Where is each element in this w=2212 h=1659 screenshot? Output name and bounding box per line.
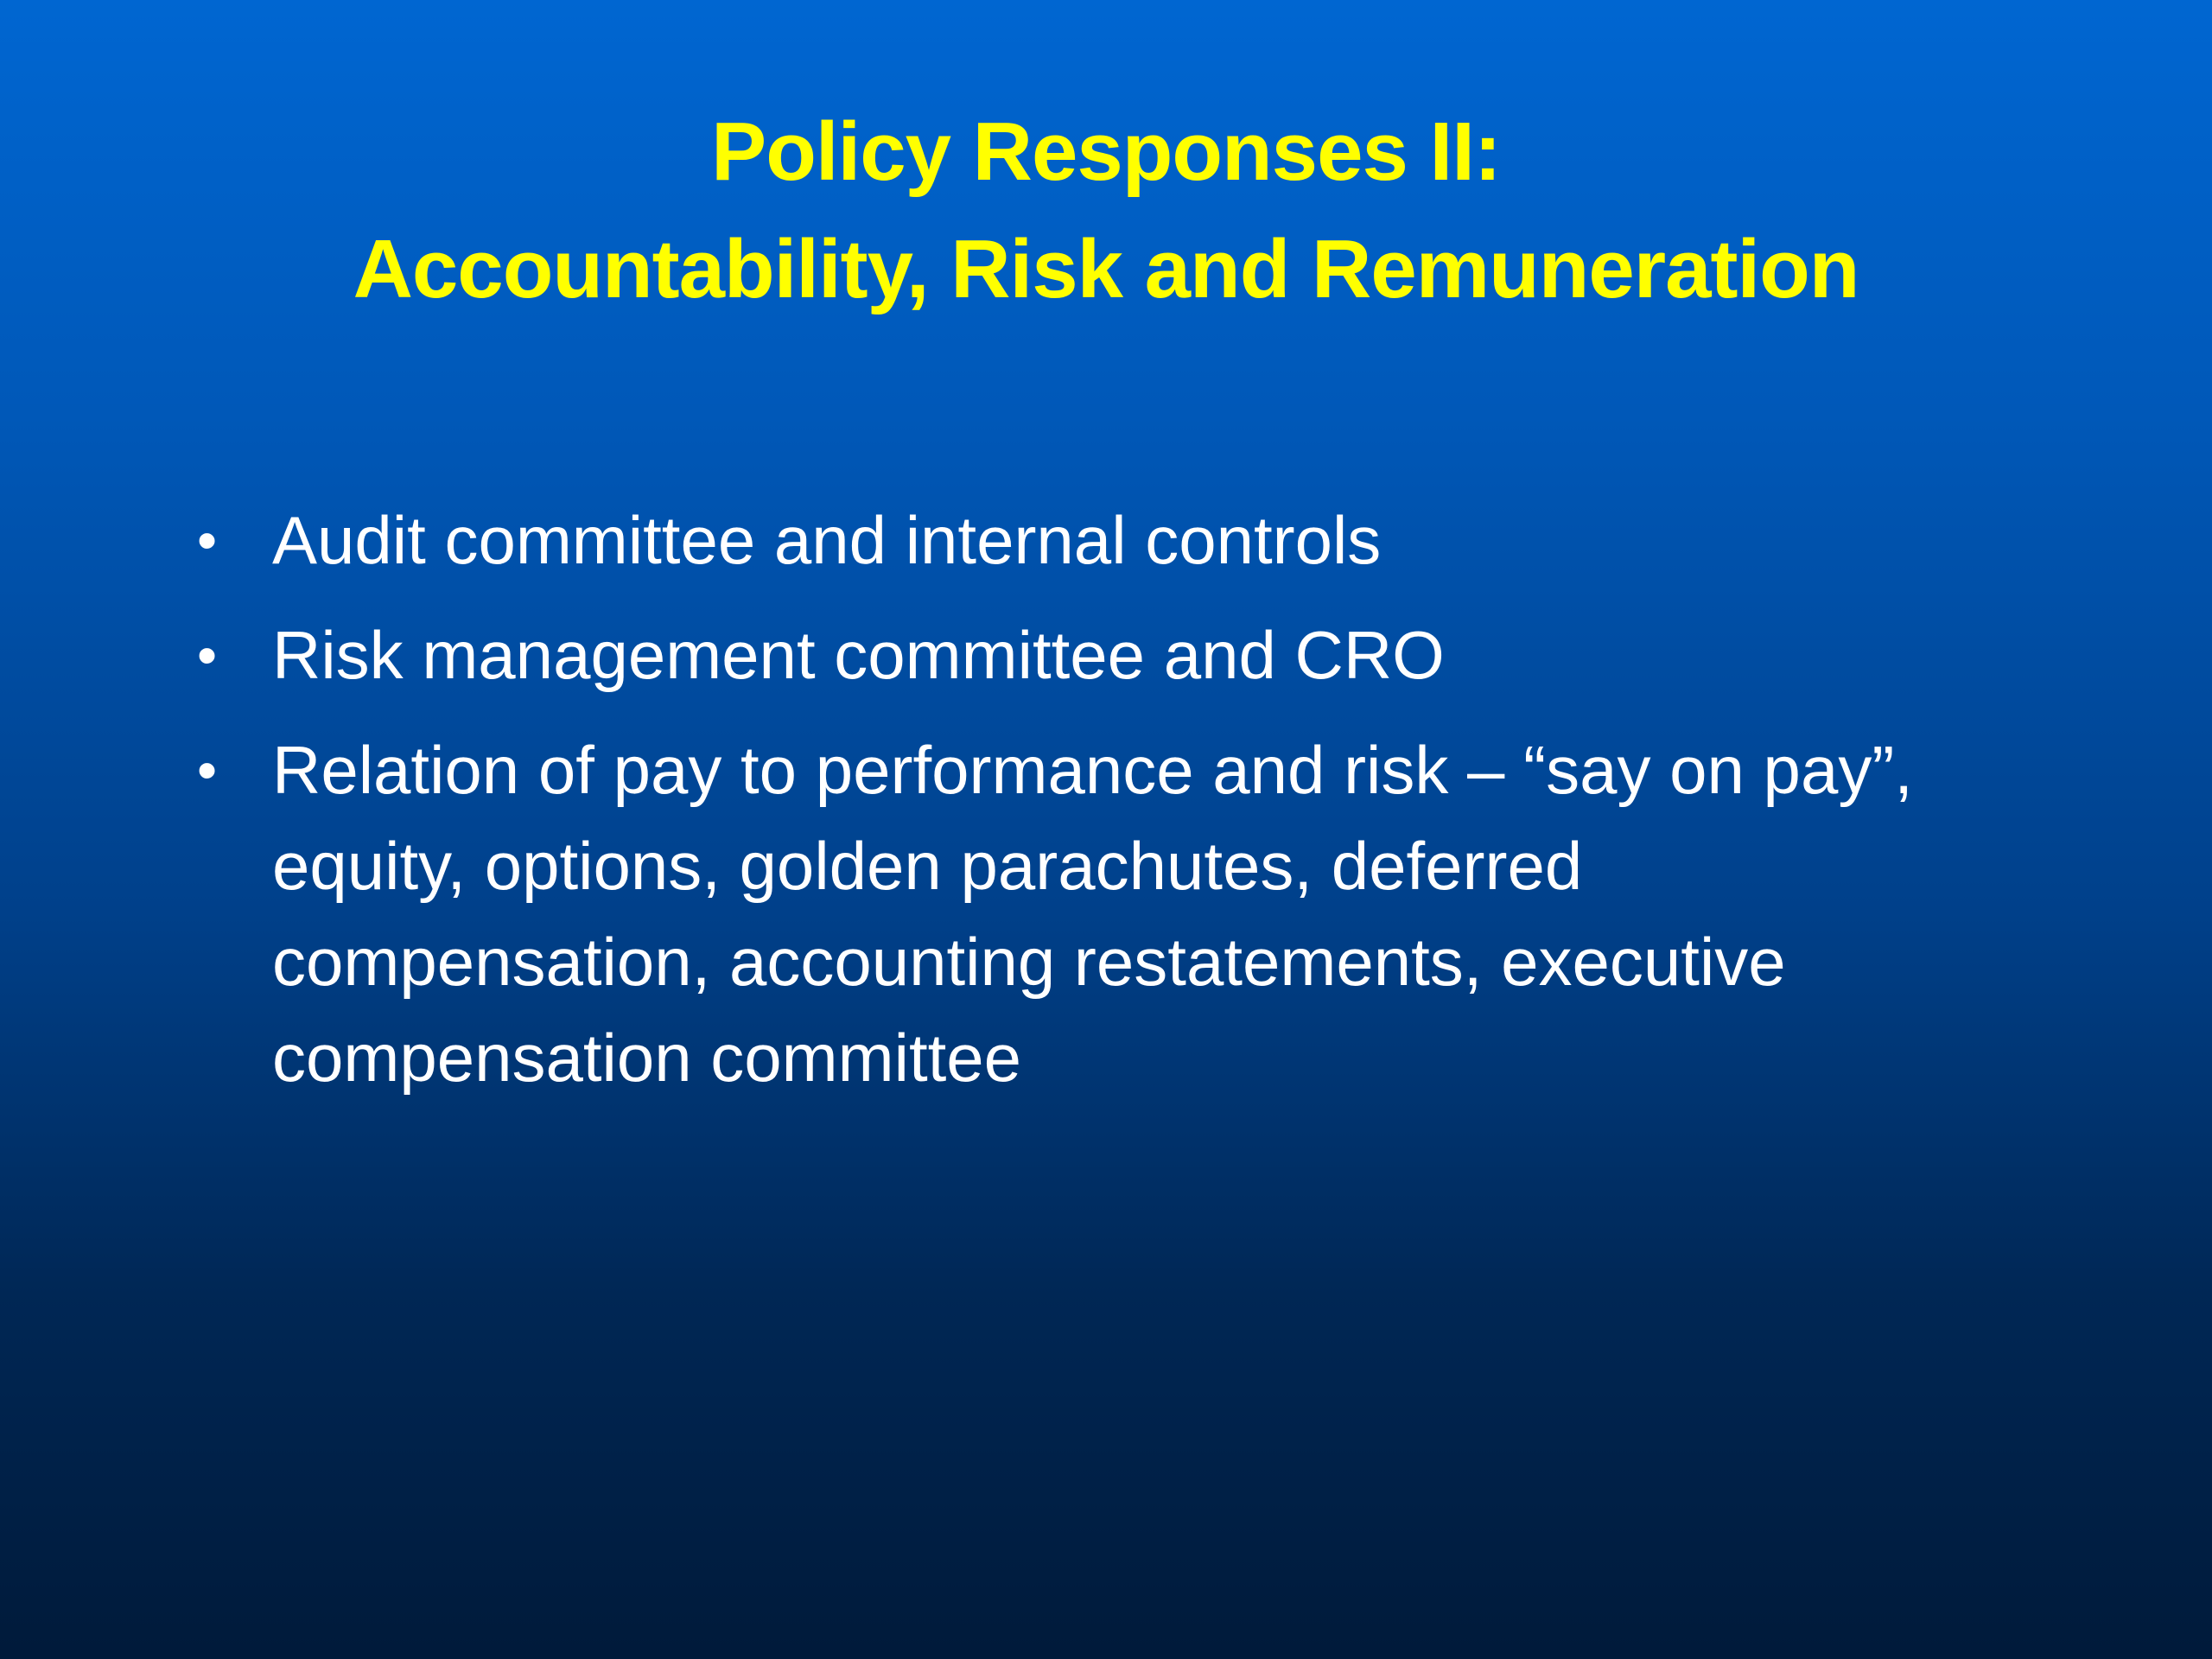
bullet-item-audit — [190, 493, 1987, 588]
bullet-item-risk — [190, 607, 1987, 703]
slide-title-line-2: Accountability, Risk and Remuneration — [353, 223, 1859, 315]
slide-title-line-1: Policy Responses II: — [711, 105, 1501, 198]
bullet-dot-icon: • — [197, 623, 218, 687]
bullet-item-pay — [190, 722, 1987, 1106]
bullet-list — [190, 493, 1987, 1125]
bullet-text: Relation of pay to performance and risk – “say on pay”, equity, options, golden parachutes, deferred compensation, accounting restatements, executive compensation committee — [272, 732, 1913, 1096]
slide-title — [0, 93, 2212, 328]
bullet-dot-icon: • — [197, 738, 218, 802]
bullet-text: Audit committee and internal controls — [272, 502, 1382, 578]
bullet-dot-icon: • — [197, 508, 218, 572]
bullet-text: Risk management committee and CRO — [272, 617, 1445, 693]
